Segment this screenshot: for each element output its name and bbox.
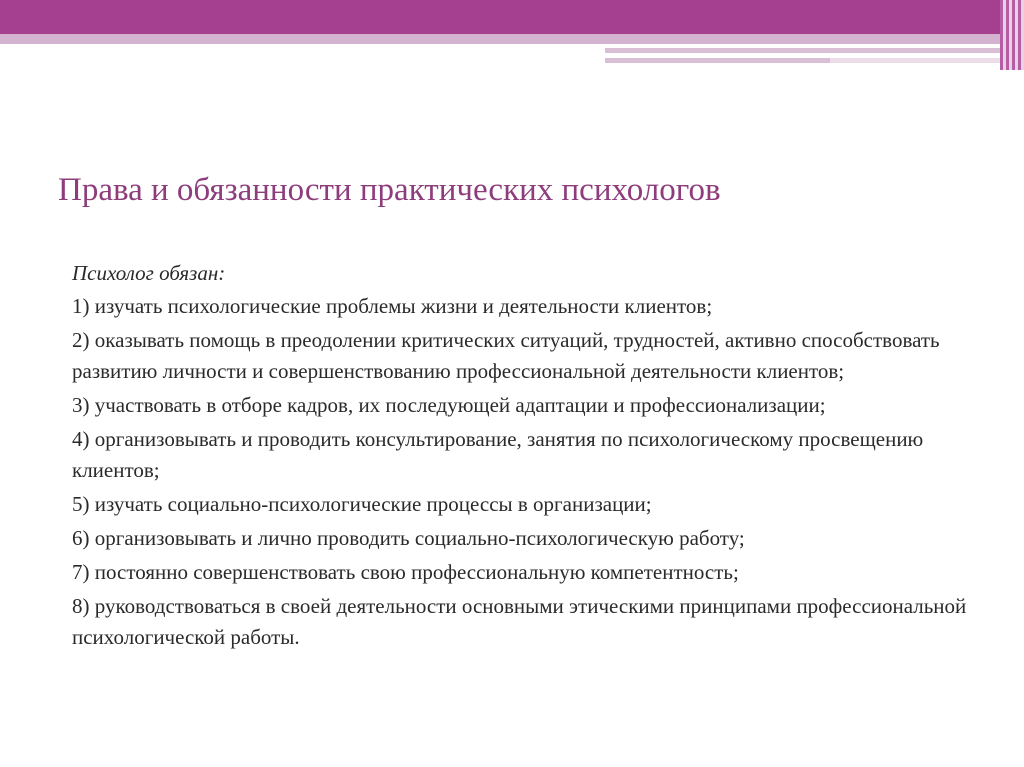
header-accent-line [605, 48, 1000, 53]
slide-body [72, 258, 972, 656]
header-accent-line [830, 58, 1000, 63]
duties-list [72, 291, 972, 653]
list-item: 6) организовывать и лично проводить социально-психологическую работу; [72, 526, 745, 550]
list-item: 4) организовывать и проводить консультирование, занятия по психологическому просвещению клиентов; [72, 427, 924, 482]
list-item: 8) руководствоваться в своей деятельности основными этическими принципами профессиональной психологической работы. [72, 594, 967, 649]
list-item: 2) оказывать помощь в преодолении критических ситуаций, трудностей, активно способствовать развитию личности и совершенствованию профессиональной деятельности клиентов; [72, 328, 940, 383]
header-accent-line [605, 58, 830, 63]
duties-heading: Психолог обязан: [72, 261, 226, 285]
slide-title: Права и обязанности практических психологов [58, 172, 721, 208]
list-item: 5) изучать социально-психологические процессы в организации; [72, 492, 652, 516]
list-item: 1) изучать психологические проблемы жизни и деятельности клиентов; [72, 294, 713, 318]
header-edge-stripes [1000, 0, 1024, 70]
header-band-light [0, 34, 1000, 44]
list-item: 3) участвовать в отборе кадров, их последующей адаптации и профессионализации; [72, 393, 826, 417]
list-item: 7) постоянно совершенствовать свою профессиональную компетентность; [72, 560, 739, 584]
header-band [0, 0, 1000, 34]
